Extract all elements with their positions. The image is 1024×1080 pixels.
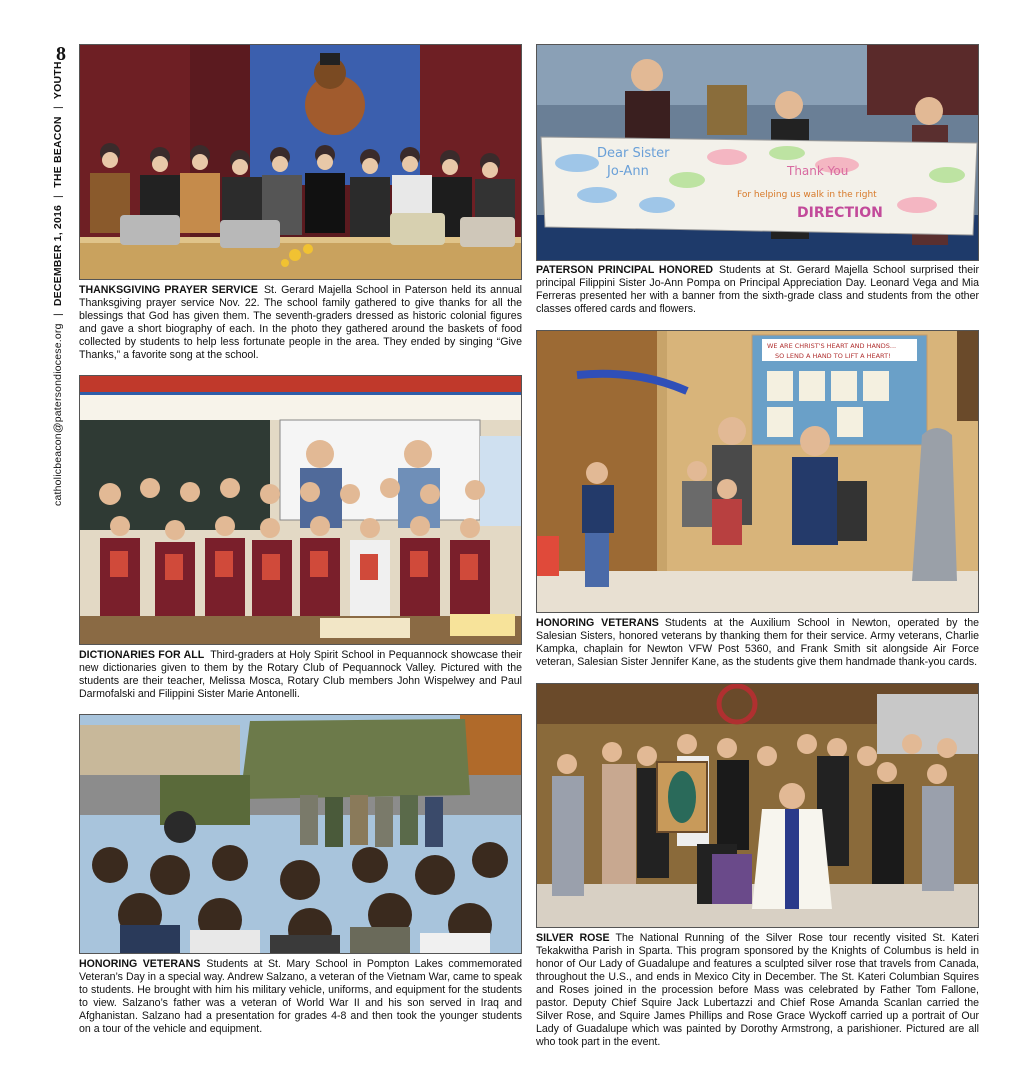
contact-email: catholicbeacon@patersondiocese.org — [52, 323, 64, 506]
auxilium-veterans-photo — [536, 330, 979, 613]
masthead-vertical: catholicbeacon@patersondiocese.org | DECEMBER 1, 2016 | THE BEACON | YOUTH — [52, 61, 64, 506]
auxilium-veterans-headline: HONORING VETERANS — [536, 617, 659, 629]
stmary-veterans-caption — [79, 958, 522, 1036]
thanksgiving-caption — [79, 284, 522, 362]
silver-rose-photo — [536, 683, 979, 928]
publication-name: THE BEACON — [52, 116, 64, 188]
principal-body: Students at St. Gerard Majella School surprised their principal Filippini Sister Jo-Ann Pompa on Principal Appreciation Day. Leonard Vega and Mia Ferreras presented her with a banner from the sixth-grade class and students from the other classes offered cards and flowers. — [536, 264, 979, 315]
thanksgiving-body: St. Gerard Majella School in Paterson held its annual Thanksgiving prayer service Nov. 22. The school family gathered to give thanks for all the blessings that God has given them. The seventh-graders dressed as historic colonial figures and gave a short biography of each. In the photo they gathered around the baskets of food collected by students to help less fortunate people in the area. They ended by singing “Give Thanks,” a favorite song at the school. — [79, 284, 522, 361]
sign-line-2: SO LEND A HAND TO LIFT A HEART! — [775, 352, 891, 360]
sign-line-1: WE ARE CHRIST'S HEART AND HANDS... — [767, 342, 897, 350]
auxilium-veterans-body: Students at the Auxilium School in Newton, operated by the Salesian Sisters, honored veterans by thanking them for their service. Army veterans, Charlie Kampka, chaplain for Newton VFW Post 5360, and Frank Smith sit alongside Air Force veteran, Salesian Sister Jennifer Kane, as the students give them handmade thank-you cards. — [536, 617, 979, 668]
page-sidebar — [50, 43, 72, 506]
banner-line-5: DIRECTION — [797, 205, 883, 221]
page-number: 8 — [56, 43, 66, 65]
banner-line-1: Dear Sister — [597, 146, 670, 161]
thanksgiving-photo — [79, 44, 522, 280]
principal-headline: PATERSON PRINCIPAL HONORED — [536, 264, 714, 276]
section-name: YOUTH — [52, 61, 64, 100]
stmary-veterans-headline: HONORING VETERANS — [79, 958, 201, 970]
dictionaries-caption — [79, 649, 522, 701]
silver-rose-body: The National Running of the Silver Rose tour recently visited St. Kateri Tekakwitha Parish in Sparta. This program sponsored by the Knights of Columbus is held in honor of Our Lady of Guadalupe and features a sculpted silver rose that travels from Canada, throughout the U.S., and ends in Mexico City in December. The St. Kateri Columbian Squires and Roses joined in the procession before Mass was celebrated by Father Tom Fallone, pastor. Deputy Chief Squire Jack Lubertazzi and Chief Rose Amanda Scanlan carried the Silver Rose, and Squire James Phillips and Rose Grace Wyckoff carried up a portrait of Our Lady of Guadalupe which was painted by Dorothy Armstrong, a parishioner. Pictured are all who took part in the event. — [536, 932, 979, 1048]
banner-line-3: Thank You — [787, 164, 849, 178]
issue-date: DECEMBER 1, 2016 — [52, 204, 64, 307]
silver-rose-headline: SILVER ROSE — [536, 932, 610, 944]
thanksgiving-headline: THANKSGIVING PRAYER SERVICE — [79, 284, 258, 296]
dictionaries-headline: DICTIONARIES FOR ALL — [79, 649, 205, 661]
banner-line-2: Jo-Ann — [607, 164, 649, 179]
dictionaries-photo — [79, 375, 522, 645]
banner-line-4: For helping us walk in the right — [737, 190, 877, 200]
silver-rose-caption — [536, 932, 979, 1049]
principal-caption — [536, 264, 979, 316]
stmary-veterans-photo — [79, 714, 522, 954]
stmary-veterans-body: Students at St. Mary School in Pompton Lakes commemorated Veteran’s Day in a special way. Andrew Salzano, a veteran of the Vietnam War, came to speak to students. He brought with him his military vehicle, uniforms, and equipment for the students to view. Salzano’s father was a veteran of World War II and his son served in Iraq and Afghanistan. Salzano had a presentation for grades 4-8 and then took the younger students on a tour of the vehicle and equipment. — [79, 958, 522, 1035]
dictionaries-body: Third-graders at Holy Spirit School in Pequannock showcase their new dictionaries given to them by the Rotary Club of Pequannock Valley. Pictured with the students are their teacher, Melissa Mosca, Rotary Club members John Wispelwey and Paul Darmofalski and Filippini Sister Marie Antonelli. — [79, 649, 522, 700]
auxilium-veterans-caption — [536, 617, 979, 669]
principal-banner-photo — [536, 44, 979, 261]
